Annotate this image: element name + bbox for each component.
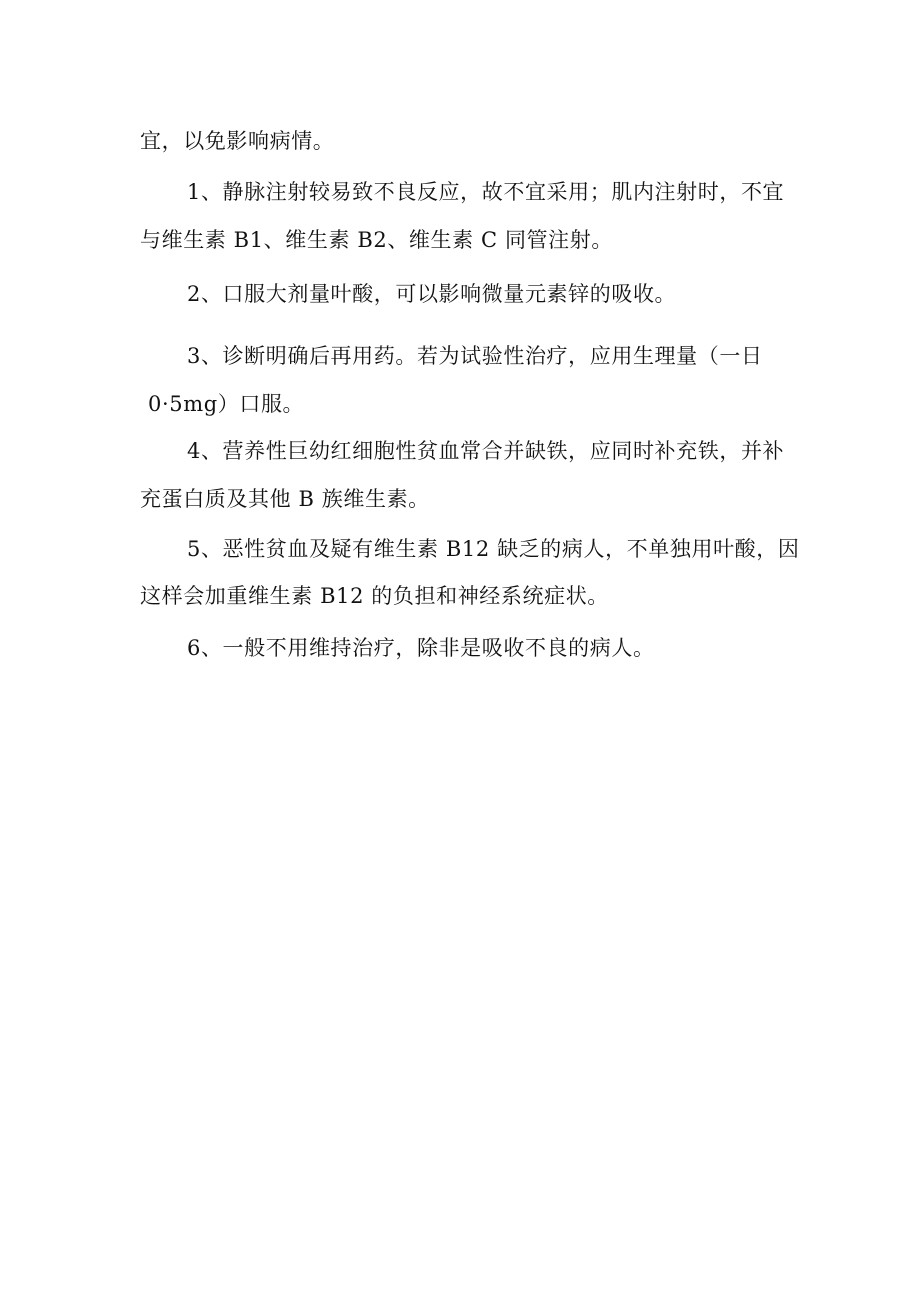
list-item-5-line-1: 5、恶性贫血及疑有维生素 B12 缺乏的病人，不单独用叶酸，因 xyxy=(187,537,800,561)
list-item-4-line-2: 充蛋白质及其他 B 族维生素。 xyxy=(140,487,430,511)
list-item-3-line-2: 0·5mg）口服。 xyxy=(148,392,305,416)
list-item-5-line-2: 这样会加重维生素 B12 的负担和神经系统症状。 xyxy=(140,584,609,608)
list-item-6: 6、一般不用维持治疗，除非是吸收不良的病人。 xyxy=(187,636,655,660)
list-item-2: 2、口服大剂量叶酸，可以影响微量元素锌的吸收。 xyxy=(187,282,677,306)
list-item-3-line-1: 3、诊断明确后再用药。若为试验性治疗，应用生理量（一日 xyxy=(187,344,763,368)
continuation-text: 宜，以免影响病情。 xyxy=(140,129,335,153)
list-item-1-line-2: 与维生素 B1、维生素 B2、维生素 C 同管注射。 xyxy=(140,228,613,252)
list-item-4-line-1: 4、营养性巨幼红细胞性贫血常合并缺铁，应同时补充铁，并补 xyxy=(187,439,785,463)
list-item-1-line-1: 1、静脉注射较易致不良反应，故不宜采用；肌内注射时，不宜 xyxy=(187,180,785,204)
